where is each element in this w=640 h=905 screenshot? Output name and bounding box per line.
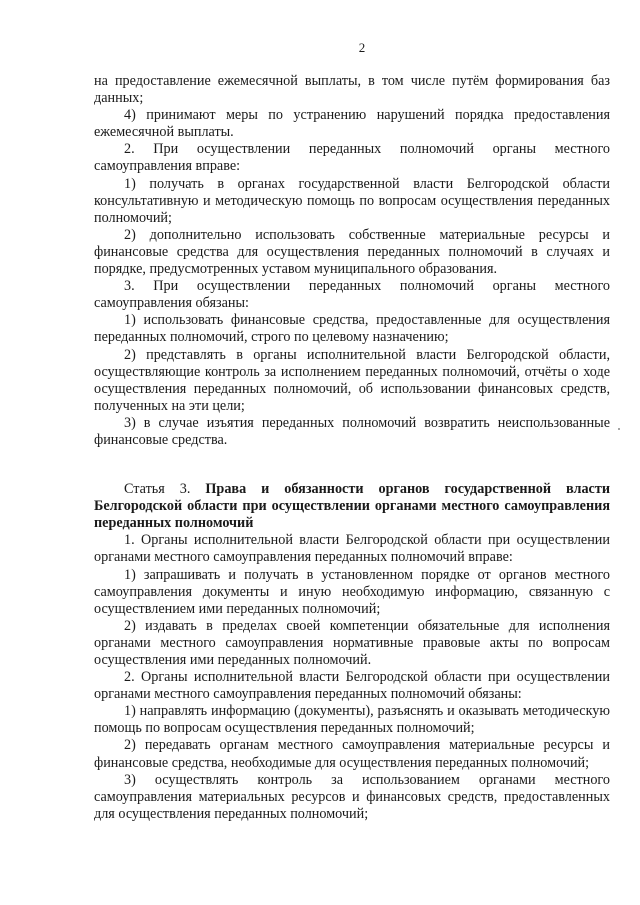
paragraph: 1) запрашивать и получать в установленном порядке от органов местного самоуправления документы и иную необходимую информацию, связанную с осуществлением ими переданных полномочий; bbox=[94, 566, 610, 617]
paragraph: 3) осуществлять контроль за использованием органами местного самоуправления материальных ресурсов и финансовых средств, предоставленных для осуществления переданных полномочий; bbox=[94, 771, 610, 822]
paragraph: 3. При осуществлении переданных полномочий органы местного самоуправления обязаны: bbox=[94, 278, 610, 312]
paragraph: 2) представлять в органы исполнительной власти Белгородской области, осуществляющие контроль за исполнением переданных полномочий, отчёты о ходе осуществления переданных полномочий, об использовании финансовых средств, полученных на эти цели; bbox=[94, 346, 610, 414]
paragraph: 3) в случае изъятия переданных полномочий возвратить неиспользованные финансовые средства. bbox=[94, 414, 610, 448]
section-gap bbox=[94, 449, 610, 481]
article-number: Статья 3. bbox=[124, 481, 191, 498]
paragraph: 1) использовать финансовые средства, предоставленные для осуществления переданных полномочий, строго по целевому назначению; bbox=[94, 312, 610, 346]
paragraph: 2) издавать в пределах своей компетенции обязательные для исполнения органами местного самоуправления нормативные правовые акты по вопросам осуществления ими переданных полномочий. bbox=[94, 617, 610, 668]
paragraph: на предоставление ежемесячной выплаты, в том числе путём формирования баз данных; bbox=[94, 73, 610, 107]
paragraph: 2) дополнительно использовать собственные материальные ресурсы и финансовые средства для осуществления переданных полномочий в случаях и порядке, предусмотренных уставом муниципального образования. bbox=[94, 226, 610, 278]
paragraph: 2. При осуществлении переданных полномочий органы местного самоуправления вправе: bbox=[94, 141, 610, 175]
scan-speck bbox=[618, 428, 620, 430]
page-number: 2 bbox=[358, 40, 366, 55]
paragraph: 1) получать в органах государственной власти Белгородской области консультативную и методическую помощь по вопросам осуществления переданных полномочий; bbox=[94, 175, 610, 226]
paragraph: 1. Органы исполнительной власти Белгородской области при осуществлении органами местного самоуправления переданных полномочий вправе: bbox=[94, 532, 610, 566]
paragraph: 1) направлять информацию (документы), разъяснять и оказывать методическую помощь по вопросам осуществления переданных полномочий; bbox=[94, 703, 610, 737]
paragraph: 4) принимают меры по устранению нарушений порядка предоставления ежемесячной выплаты. bbox=[94, 107, 610, 141]
paragraph: 2. Органы исполнительной власти Белгородской области при осуществлении органами местного самоуправления переданных полномочий обязаны: bbox=[94, 669, 610, 703]
article-heading: Права и обязанности органов государственной власти Белгородской области при осуществлении органами местного самоуправления переданных полномочий bbox=[94, 481, 610, 532]
article-title bbox=[94, 481, 610, 532]
paragraph: 2) передавать органам местного самоуправления материальные ресурсы и финансовые средства, необходимые для осуществления переданных полномочий; bbox=[94, 737, 610, 771]
